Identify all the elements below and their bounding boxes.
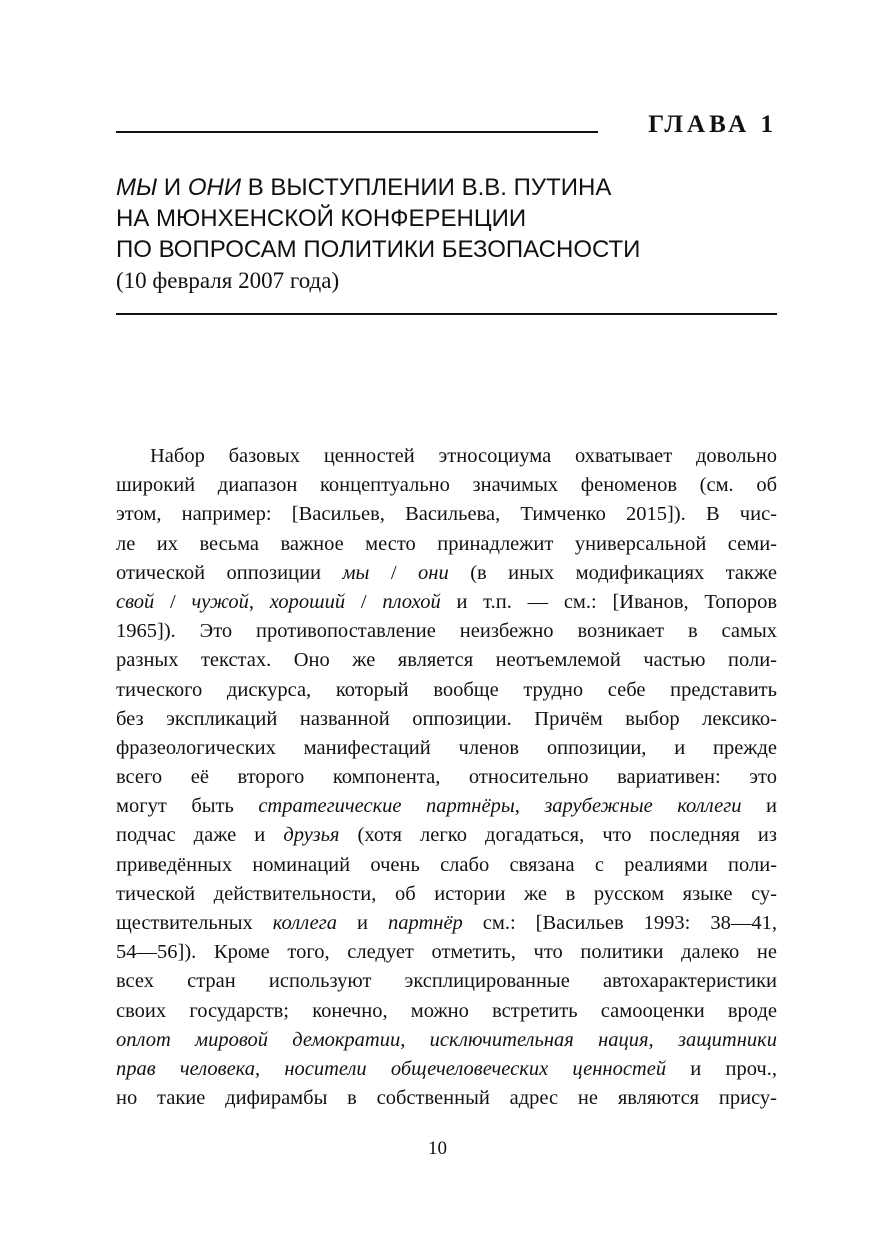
text-line: фразеологических манифестаций членов оппозиции, и прежде <box>116 736 777 759</box>
body-paragraph <box>116 442 777 1113</box>
text-line: своих государств; конечно, можно встретить самооценки вроде <box>116 999 777 1022</box>
title-line-3: ПО ВОПРОСАМ ПОЛИТИКИ БЕЗОПАСНОСТИ <box>116 236 641 263</box>
text-line: ле их весьма важное место принадлежит универсальной семи- <box>116 532 777 555</box>
page-number: 10 <box>428 1138 447 1159</box>
text-line: широкий диапазон концептуально значимых феноменов (см. об <box>116 474 777 497</box>
title-line-2: НА МЮНХЕНСКОЙ КОНФЕРЕНЦИИ <box>116 205 527 232</box>
text-line: свой / чужой, хороший / плохой и т.п. — см.: [Иванов, Топоров <box>116 590 778 613</box>
chapter-label: ГЛАВА 1 <box>648 111 777 138</box>
text-line: этом, например: [Васильев, Васильева, Тимченко 2015]). В чис- <box>116 503 777 526</box>
text-line: подчас даже и друзья (хотя легко догадаться, что последняя из <box>116 824 777 847</box>
text-line: 54—56]). Кроме того, следует отметить, что политики далеко не <box>116 941 777 964</box>
title-date: (10 февраля 2007 года) <box>116 268 340 293</box>
text-line: тического дискурса, который вообще трудно себе представить <box>116 678 777 701</box>
text-line: всех стран используют эксплицированные автохарактеристики <box>116 970 777 993</box>
text-line: всего её второго компонента, относительно вариативен: это <box>116 766 777 789</box>
text-line: 1965]). Это противопоставление неизбежно возникает в самых <box>116 620 777 643</box>
text-line: но такие дифирамбы в собственный адрес не являются прису- <box>116 1087 777 1110</box>
text-line: оплот мировой демократии, исключительная нация, защитники <box>116 1028 777 1051</box>
chapter-title <box>116 172 777 296</box>
text-line: разных текстах. Оно же является неотъемлемой частью поли- <box>116 649 777 672</box>
text-line: прав человека, носители общечеловеческих ценностей и проч., <box>116 1057 777 1080</box>
title-rule <box>116 313 777 315</box>
text-line: Набор базовых ценностей этносоциума охватывает довольно <box>150 445 777 467</box>
title-line-1: МЫ И ОНИ В ВЫСТУПЛЕНИИ В.В. ПУТИНА <box>116 174 612 201</box>
text-line: ществительных коллега и партнёр см.: [Васильев 1993: 38—41, <box>116 912 777 934</box>
text-line: тической действительности, об истории же в русском языке су- <box>116 882 777 905</box>
text-line: отической оппозиции мы / они (в иных модификациях также <box>116 561 777 584</box>
text-line: без экспликаций названной оппозиции. Причём выбор лексико- <box>116 707 777 730</box>
text-line: приведённых номинаций очень слабо связана с реалиями поли- <box>116 853 777 876</box>
chapter-rule <box>116 131 598 133</box>
text-line: могут быть стратегические партнёры, зарубежные коллеги и <box>116 795 777 818</box>
